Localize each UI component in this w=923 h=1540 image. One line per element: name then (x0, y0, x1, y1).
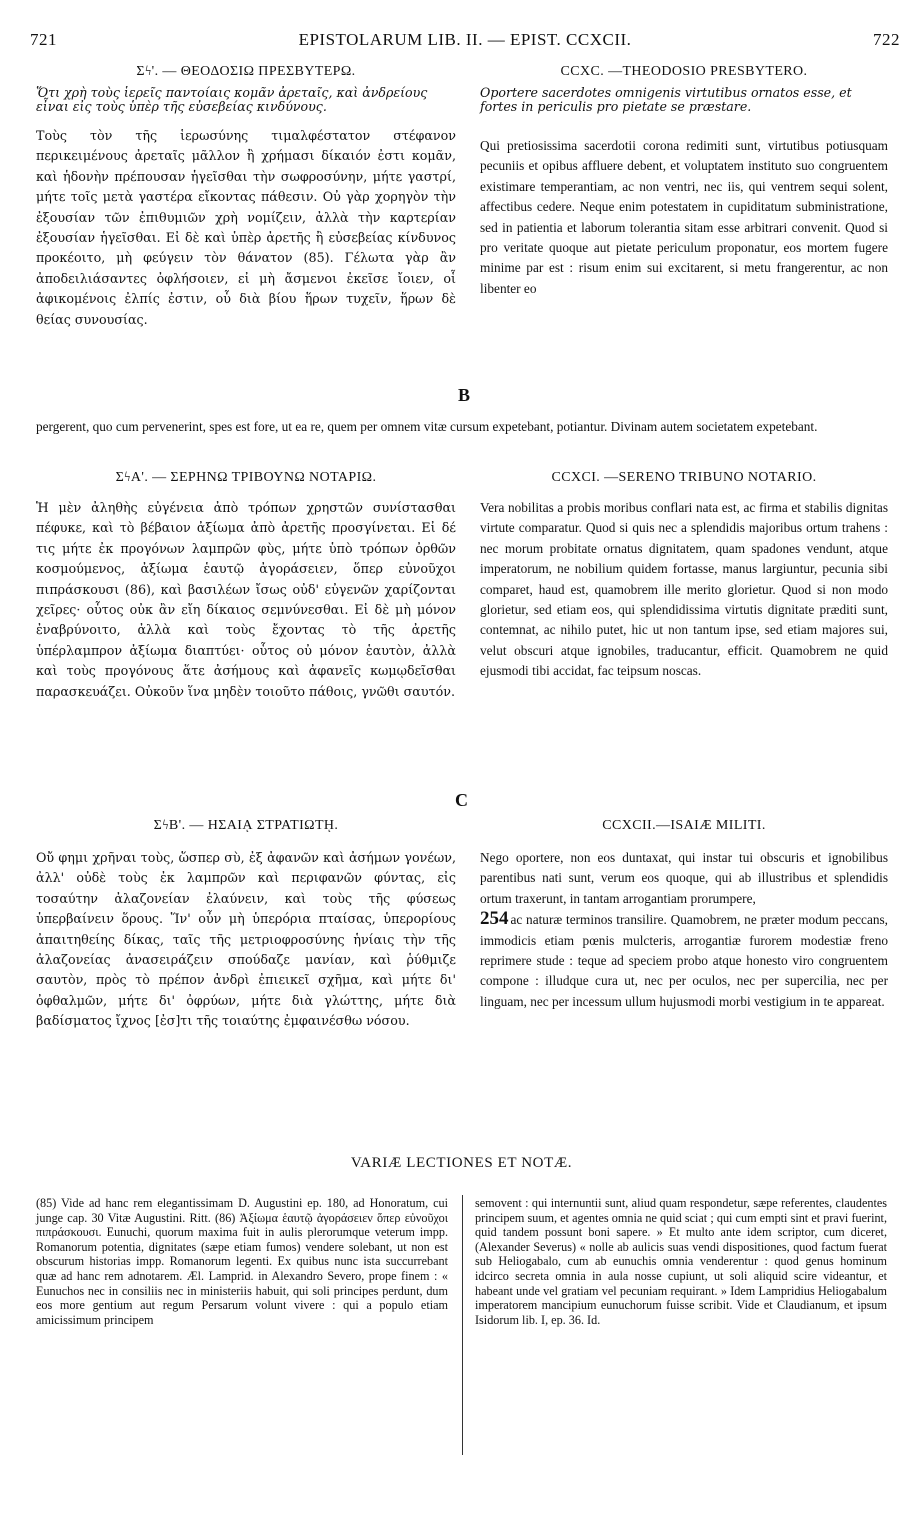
letter-290-latin-body: Qui pretiosissima sacerdotii corona redimiti sunt, virtutibus potiusquam pecuniis et opibus affluere debent, et voluptatem instituto suo congruentem existimare temperantiam, ac non ventri, nec iis, qui ventrem sequi solent, affectibus cedere. Neque enim potestatem in cupiditatum subministratione, sed in patientia et laborum tolerantia sitam esse arbitrari convenit. Quod si pro veritate quoque aut pietate periculum proponatur, eos mortem fugere minime par est : risum enim sui excitarent, si metu frangerentur, ac non libenter eo (480, 138, 888, 296)
letter-292-greek-body: Οὔ φημι χρῆναι τοὺς, ὥσπερ σὺ, ἐξ ἀφανῶν καὶ ἀσήμων γονέων, ἀλλ' οὐδὲ τοὺς ἐκ λαμπρῶν καὶ περιφανῶν φύντας, εἰς τοσαύτην ἀλαζονείαν ἐλαύνειν, καὶ τοὺς τῆς φύσεως ὑπερβαίνειν ὅρους. Ἵν' οὖν μὴ ὑπερόρια πταίσας, ὑπερορίους ἀπαιτηθείης δίκας, ταῖς τῆς μετριοφροσύνης ἡνίαις τὴν τῆς ἀλαζονείας ἀνασειράζειν σπούδαζε μανίαν, καὶ ῥύθμιζε σαυτὸν, πρὸς τὸ πρέπον ἀνδρὶ ἐπιεικεῖ σχῆμα, καὶ μήτε δι' ὀφθαλμῶν, μήτε δι' ὀφρύων, μήτε διὰ γλώττης, μήτε διὰ βαδίσματος ἴχνος [ἐσ]τι τῆς τοιαύτης ἐμφαινέσθω νόσου. (36, 850, 456, 1029)
letter-292-latin-title: CCXCII.—ISAIÆ MILITI. (602, 818, 766, 833)
letter-290-greek (36, 64, 456, 330)
letter-290-latin-title: CCXC. —THEODOSIO PRESBYTERO. (560, 64, 808, 79)
letter-290-greek-body: Τοὺς τὸν τῆς ἱερωσύνης τιμαλφέστατον στέφανον περικειμένους ἀρεταῖς μᾶλλον ἢ χρήμασι δίκαιόν ἐστι κομᾶν, καὶ ἡδονὴν πρέπουσαν ἡγεῖσθαι τὴν σωφροσύνην, μήτε γαστρί, μήτε τοῖς μετὰ γαστέρα εἴκοντας πάθεσιν. Οὐ γὰρ χορηγὸν τὴν ἐξουσίαν τῶν ἐπιθυμιῶν χρὴ νομίζειν, ἀλλὰ τὴν καρτερίαν ἐξουσίαν ἡγεῖσθαι. Εἰ δὲ καὶ ὑπὲρ ἀρετῆς ἢ εὐσεβείας κίνδυνος προκέοιτο, μὴ φεύγειν τὸν θάνατον (85). Γέλωτα γὰρ ἂν ἀποδειλιάσαντες ὀφλήσοιεν, εἰ μὴ ἄσμενοι ἐκεῖσε ἴοιεν, οἷ ἀφικομένοις ἐλπίς ἐστιν, οὗ διὰ βίου ἥρων τυχεῖν, ἥρων δὲ θείας συνουσίας. (36, 128, 456, 327)
letter-290-greek-summary: Ὅτι χρὴ τοὺς ἱερεῖς παντοίαις κομᾶν ἀρεταῖς, καὶ ἀνδρείους εἶναι εἰς τοὺς ὑπὲρ τῆς εὐσεβείας κινδύνους. (36, 85, 428, 114)
letter-292-greek (36, 818, 456, 1032)
notes-left-text: (85) Vide ad hanc rem elegantissimam D. Augustini ep. 180, ad Honoratum, cui junge cap. 30 Vitæ Augustini. Ritt. (86) Ἀξίωμα ἑαυτῷ ἀγοράσειεν ὅπερ εὐνοῦχοι πιπράσκουσι. Eunuchi, quorum maxima fuit in aulis plerorumque veterum impp. Romanorum potentia, dignitates (sæpe etiam fumos) vendere solebant, ut non est obscurum historias impp. Romanorum legenti. Ex quibus nunc ista succurrebant quæ ad hanc rem adnotarem. Æl. Lamprid. in Alexandro Severo, prope finem : « Eunuchos nec in consiliis nec in ministeriis habuit, qui soli principes perdunt, dum eos more gentium aut regum Persarum volunt vivere : qui a populo etiam amicissimum principem (36, 1196, 448, 1327)
page-number-left: 721 (30, 30, 57, 49)
margin-marker-c: C (455, 790, 468, 810)
letter-291-greek-title: ΣϟΑ'. — ΣΕΡΗΝΩ ΤΡΙΒΟΥΝΩ ΝΟΤΑΡΙΩ. (115, 470, 377, 485)
notes-left-column (36, 1196, 448, 1327)
page-number-right: 722 (873, 30, 900, 49)
letter-291-greek (36, 470, 456, 702)
running-title: EPISTOLARUM LIB. II. — EPIST. CCXCII. (298, 30, 632, 49)
margin-marker-b: B (458, 385, 471, 405)
column-number: 254 (480, 908, 509, 930)
notes-right-text: semovent : qui internuntii sunt, aliud quam respondetur, sæpe referentes, claudentes principem suum, et agentes omnia ne quid sciat ; qui cum empti sint et pravi fuerint, quid tandem possunt boni sapere. » Et multo ante idem scriptor, cum diceret, (Alexander Severus) « nolle ab aulicis suas vendi dispositiones, quod factum fuerat sub Heliogabalo, cum ab eunuchis omnia venderentur : quod genus hominum idcirco secreta omnia in aula nosse cupiunt, ut soli aliquid scire videantur, et habeant unde vel gratiam vel pecuniam requirant. » Idem Lampridius Heliogabalum imperatorem mancipium eunuchorum fuisse scribit. Vide et Claudianum, et ipsum Isidorum lib. I, ep. 36. Id. (475, 1196, 887, 1327)
notes-heading: VARIÆ LECTIONES ET NOTÆ. (350, 1155, 573, 1171)
notes-right-column (475, 1196, 887, 1327)
letter-292-latin-body-b (480, 909, 888, 1012)
letter-290-latin-continuation: pergerent, quo cum pervenerint, spes est fore, ut ea re, quem per omnem vitæ cursum expetebant, potiantur. Divinam autem societatem expetebant. (36, 419, 818, 434)
letter-290-latin-summary: Oportere sacerdotes omnigenis virtutibus ornatos esse, et fortes in periculis pro pietate se præstare. (480, 85, 852, 114)
letter-291-latin-body: Vera nobilitas a probis moribus conflari nata est, ac firma et stabilis dignitas virtute comparatur. Quod si quis nec a splendidis majoribus ortum trahens : nec morum probitate ornatus dignitatem, quam spadones vendunt, atque imperatorum, ne nobilium quidem fortasse, manus largiuntur, pecunia sibi comparet, haud est, quamobrem ille merito glorietur. Quod si non modo glorietur, sed etiam eos, qui splendidissima virtutis dignitate præditi sunt, contemnat, ac nihilo putet, hic ut non tantum ipse, sed etiam majores sui, velut obscuri atque ignobiles, traducantur, efficit. Quamobrem ne quid ejusmodi tibi accidat, fac teipsum noscas. (480, 500, 888, 679)
letter-291-greek-body: Ἡ μὲν ἀληθὴς εὐγένεια ἀπὸ τρόπων χρηστῶν συνίστασθαι πέφυκε, καὶ τὸ βέβαιον ἀξίωμα ἀπὸ ἀρετῆς προσγίνεται. Εἰ δέ τις μήτε ἐκ προγόνων λαμπρῶν φὺς, μήτε ὑπὸ τρόπων ὀρθῶν κοσμούμενος, ἀξίωμα ἑαυτῷ ἀγοράσειεν, ὅπερ εὐνοῦχοι πιπράσκουσι (86), καὶ βασιλέων ἴσως οὐδ' εὐγενῶν χαρίζονται χεῖρες· οὗτος οὐκ ἂν εἴη δίκαιος σεμνύνεσθαι. Εἰ δὲ μὴ μόνον ἐναβρύνοιτο, ἀλλὰ καὶ τοὺς ἔχοντας τὸ τῆς ἀρετῆς ὑπέρλαμπρον ἀξίωμα διαπτύει· οὗτος οὐ μόνον ἑαυτὸν, ἀλλὰ καὶ τοὺς προγόνους ἅτε ἀσήμους καὶ ἀφανεῖς κωμῳδεῖσθαι παρασκευάζει. Οὐκοῦν ἵνα μηδὲν τοιοῦτο πάθοις, γνῶθι σαυτόν. (36, 500, 456, 699)
letter-291-latin-title: CCXCI. —SERENO TRIBUNO NOTARIO. (551, 470, 817, 485)
letter-292-latin (480, 818, 888, 1012)
letter-290-latin (480, 64, 888, 299)
letter-290-greek-title: Σϟ'. — ΘΕΟΔΟΣΙΩ ΠΡΕΣΒΥΤΕΡΩ. (136, 64, 356, 79)
notes-column-divider (462, 1195, 463, 1455)
running-header (30, 30, 900, 54)
letter-292-latin-body-b-text: ac naturæ terminos transilire. Quamobrem, ne præter modum peccans, immodicis etiam pœnis mulcteris, arrogantiæ furorem modestiæ freno reprimere stude : teque ad speciem probo atque honesto viro congruentem compone : illudque cura ut, nec per oculos, nec per supercilia, nec per linguam, nec per incessum ullum hujusmodi morbi vestigium in te appareat. (480, 912, 888, 1009)
letter-292-latin-body-a: Nego oportere, non eos duntaxat, qui instar tui obscuris et ignobilibus parentibus nati sunt, verum eos quoque, qui ab illustribus et splendidis ortum traxerunt, in tantam arrogantiam prorumpere, (480, 850, 888, 906)
letter-291-latin (480, 470, 888, 682)
letter-292-greek-title: ΣϟΒ'. — ΗΣΑΙᾼ ΣΤΡΑΤΙΩΤῌ. (153, 818, 339, 833)
